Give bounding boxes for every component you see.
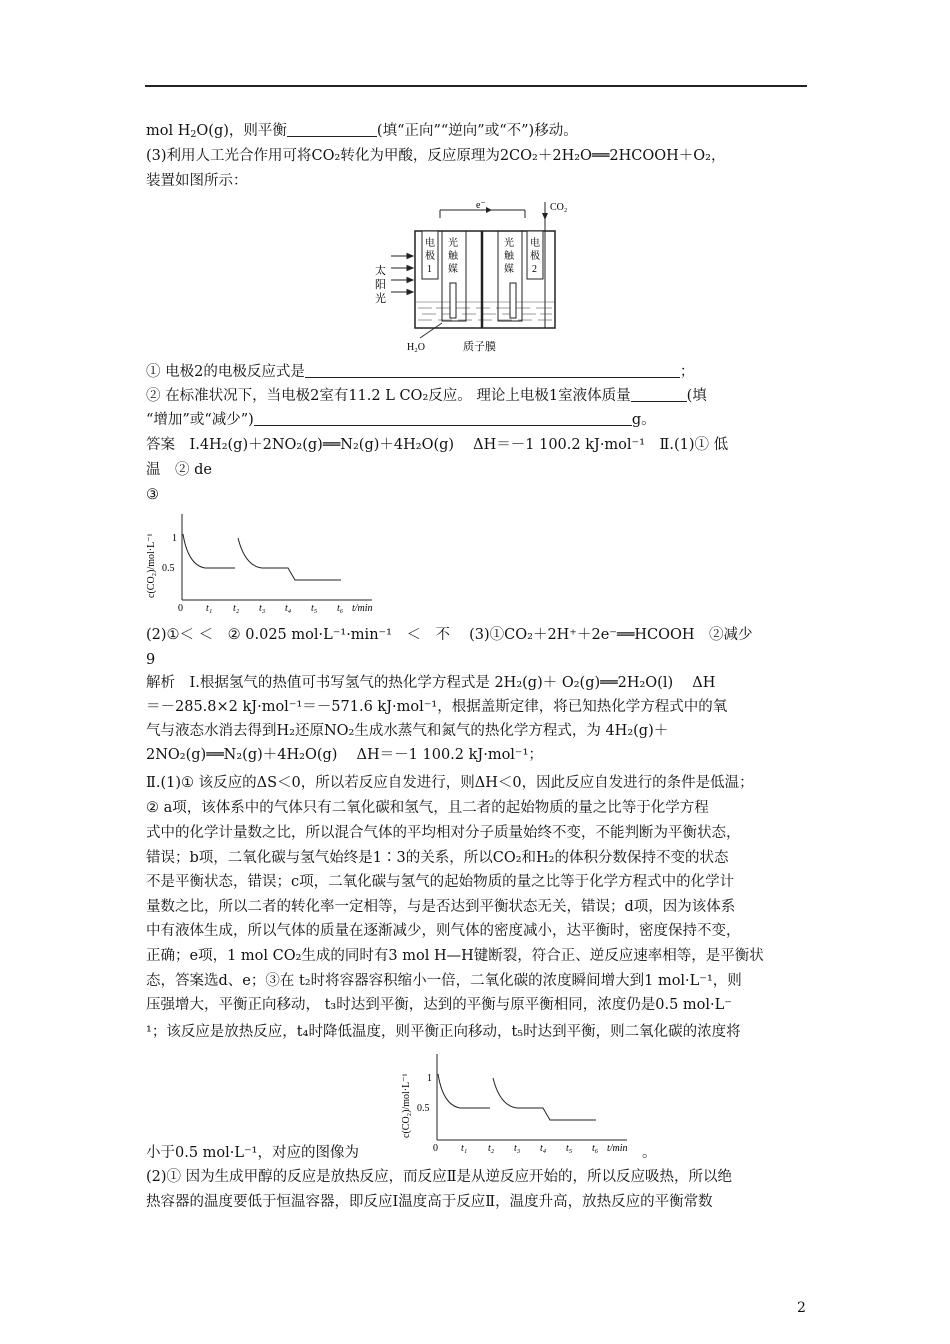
sunlight-arrows-icon xyxy=(391,254,413,295)
q-sub1-post: ； xyxy=(679,364,695,380)
curve-segment-1 xyxy=(183,534,235,568)
water-label: H₂O xyxy=(407,342,425,353)
question-3-line-2: 装置如图所示： xyxy=(146,173,248,189)
answer-blank-mass xyxy=(254,412,632,426)
question-sub-2 xyxy=(146,386,707,406)
answer-blank-electrode-equation xyxy=(305,364,680,378)
ytick-05: 0.5 xyxy=(417,1103,430,1114)
question-line-1: mol $H_2O(g)$，则平衡 (填“正向”“逆向”或“不”)移动。 xyxy=(146,123,578,140)
xlabel: t/min xyxy=(607,1143,628,1154)
analysis-line: ② a项，该体系中的气体只有二氧化碳和氢气，且二者的起始物质的量之比等于化学方程 xyxy=(146,800,709,816)
ytick-1: 1 xyxy=(172,533,177,544)
question-sub-1 xyxy=(146,362,694,382)
answer-blank-change xyxy=(631,388,687,402)
concentration-graph-analysis xyxy=(395,1048,645,1156)
q-sub2a-pre: ② 在标准状况下，当电极2室有11.2 L CO₂反应。 理论上电极1室液体质量 xyxy=(146,388,631,404)
xtick-0: 0 xyxy=(433,1143,438,1154)
analysis-line: 正确；e项，1 mol CO₂生成的同时有3 mol H—H键断裂，符合正、逆反应速率相等，是平衡状 xyxy=(146,948,764,964)
xtick-t5: t₅ xyxy=(566,1143,573,1154)
xtick-t6: t₆ xyxy=(337,603,344,614)
xtick-t5: t₅ xyxy=(311,603,318,614)
analysis-line: 气与液态水消去得到H₂还原NO₂生成水蒸气和氮气的热化学方程式，为 4H₂(g)＋ xyxy=(146,723,669,739)
ytick-1: 1 xyxy=(427,1073,432,1084)
answer-line-2: 温 ② de xyxy=(146,462,212,478)
analysis-line: 中有液体生成，所以气体的质量在逐渐减少，则气体的密度减小，达平衡时，密度保持不变， xyxy=(146,923,741,939)
xlabel: t/min xyxy=(352,603,373,614)
electrode1-label: 电极 1 xyxy=(425,238,435,275)
catalyst1-label: 光触媒 xyxy=(448,238,458,275)
analysis-line: Ⅱ.(1)① 该反应的ΔS＜0，所以若反应自发进行，则ΔH＜0，因此反应自发进行的条件是低温； xyxy=(146,775,754,791)
q-sub2a-post: (填 xyxy=(686,388,707,404)
analysis-line: 错误；b项，二氧化碳与氢气始终是1∶3的关系，所以CO₂和H₂的体积分数保持不变的状态 xyxy=(146,850,729,866)
curve-segment-2 xyxy=(493,1078,596,1120)
sunlight-label: 太阳光 xyxy=(375,265,386,305)
co2-label: CO₂ xyxy=(550,202,568,213)
xtick-t6: t₆ xyxy=(592,1143,599,1154)
analysis-line: ¹；该反应是放热反应，t₄时降低温度，则平衡正向移动，t₅时达到平衡，则二氧化碳的浓度将 xyxy=(146,1024,741,1040)
xtick-t1: t₁ xyxy=(461,1143,468,1154)
analysis-tail-end: 。 xyxy=(642,1145,657,1161)
analysis-line: 式中的化学计量数之比，所以混合气体的平均相对分子质量始终不变，不能判断为平衡状态， xyxy=(146,825,741,841)
analysis-line: 解析 Ⅰ.根据氢气的热值可书写氢气的热化学方程式是 2H₂(g)＋ O₂(g)══2H₂O(l) ΔH xyxy=(146,675,716,691)
xtick-t3: t₃ xyxy=(259,603,266,614)
xtick-t2: t₂ xyxy=(233,603,240,614)
q-line1-mid: O(g)，则平衡 xyxy=(196,123,287,139)
electrolysis-apparatus-diagram xyxy=(370,198,580,358)
answer-line-4: (2)①＜ ＜ ② 0.025 mol·L⁻¹·min⁻¹ ＜ 不 (3)①CO₂＋2H⁺＋2e⁻══HCOOH ②减少 xyxy=(146,627,753,643)
q-line1-pre: mol H xyxy=(146,123,191,139)
membrane-label: 质子膜 xyxy=(463,341,496,353)
answer-line-3: ③ xyxy=(146,487,159,503)
header-rule xyxy=(145,85,807,87)
analysis-tail-line: 小于0.5 mol·L⁻¹，对应的图像为 xyxy=(146,1145,359,1161)
question-sub-2-cont xyxy=(146,410,656,430)
xtick-t1: t₁ xyxy=(206,603,213,614)
analysis2-line: (2)① 因为生成甲醇的反应是放热反应，而反应Ⅱ是从逆反应开始的，所以反应吸热，所以绝 xyxy=(146,1169,733,1185)
analysis-line: 2NO₂(g)══N₂(g)＋4H₂O(g) ΔH＝－1 100.2 kJ·mol⁻¹； xyxy=(146,747,543,763)
xtick-t2: t₂ xyxy=(488,1143,495,1154)
graph-ylabel: c(CO₂)/mol·L⁻¹ xyxy=(401,1073,412,1138)
answer-blank-direction xyxy=(287,123,377,137)
graph-ylabel: c(CO₂)/mol·L⁻¹ xyxy=(146,533,157,598)
electrode2-label: 电极 2 xyxy=(530,238,540,275)
analysis-line: 压强增大，平衡正向移动， t₃时达到平衡，达到的平衡与原平衡相同，浓度仍是0.5 mol·L⁻ xyxy=(146,997,732,1013)
analysis-line: 不是平衡状态，错误；c项，二氧化碳与氢气的起始物质的量之比等于化学方程式中的化学计 xyxy=(146,874,735,890)
curve-segment-1 xyxy=(438,1074,490,1108)
analysis-line: 态，答案选d、e；③在 t₂时将容器容积缩小一倍，二氧化碳的浓度瞬间增大到1 mol·L⁻¹，则 xyxy=(146,973,742,989)
curve-segment-2 xyxy=(238,538,341,580)
answer-line-1: 答案 Ⅰ.4H₂(g)＋2NO₂(g)══N₂(g)＋4H₂O(g) ΔH＝－1 100.2 kJ·mol⁻¹ Ⅱ.(1)① 低 xyxy=(146,437,729,453)
question-3-line: (3)利用人工光合作用可将CO₂转化为甲酸，反应原理为2CO₂＋2H₂O══2HCOOH＋O₂， xyxy=(146,148,726,164)
xtick-t3: t₃ xyxy=(514,1143,521,1154)
page-number: 2 xyxy=(797,1300,806,1316)
analysis-line: ＝－285.8×2 kJ·mol⁻¹＝－571.6 kJ·mol⁻¹，根据盖斯定律，将已知热化学方程式中的氧 xyxy=(146,699,728,715)
electron-label: e⁻ xyxy=(476,200,486,211)
xtick-t4: t₄ xyxy=(540,1143,547,1154)
q-sub2b-pre: “增加”或“减少”) xyxy=(146,412,254,428)
analysis2-line: 热容器的温度要低于恒温容器，即反应Ⅰ温度高于反应Ⅱ，温度升高，放热反应的平衡常数 xyxy=(146,1194,713,1210)
q-line1-post: (填“正向”“逆向”或“不”)移动。 xyxy=(376,123,578,139)
xtick-0: 0 xyxy=(178,603,183,614)
analysis-line: 量数之比，所以二者的转化率一定相等，与是否达到平衡状态无关，错误；d项，因为该体系 xyxy=(146,899,736,915)
q-sub2b-post: g。 xyxy=(631,412,656,428)
ytick-05: 0.5 xyxy=(162,563,175,574)
answer-line-5: 9 xyxy=(146,652,156,668)
xtick-t4: t₄ xyxy=(285,603,292,614)
q-sub1-pre: ① 电极2的电极反应式是 xyxy=(146,364,305,380)
catalyst2-label: 光触媒 xyxy=(504,238,514,275)
concentration-graph-answer xyxy=(140,508,390,616)
